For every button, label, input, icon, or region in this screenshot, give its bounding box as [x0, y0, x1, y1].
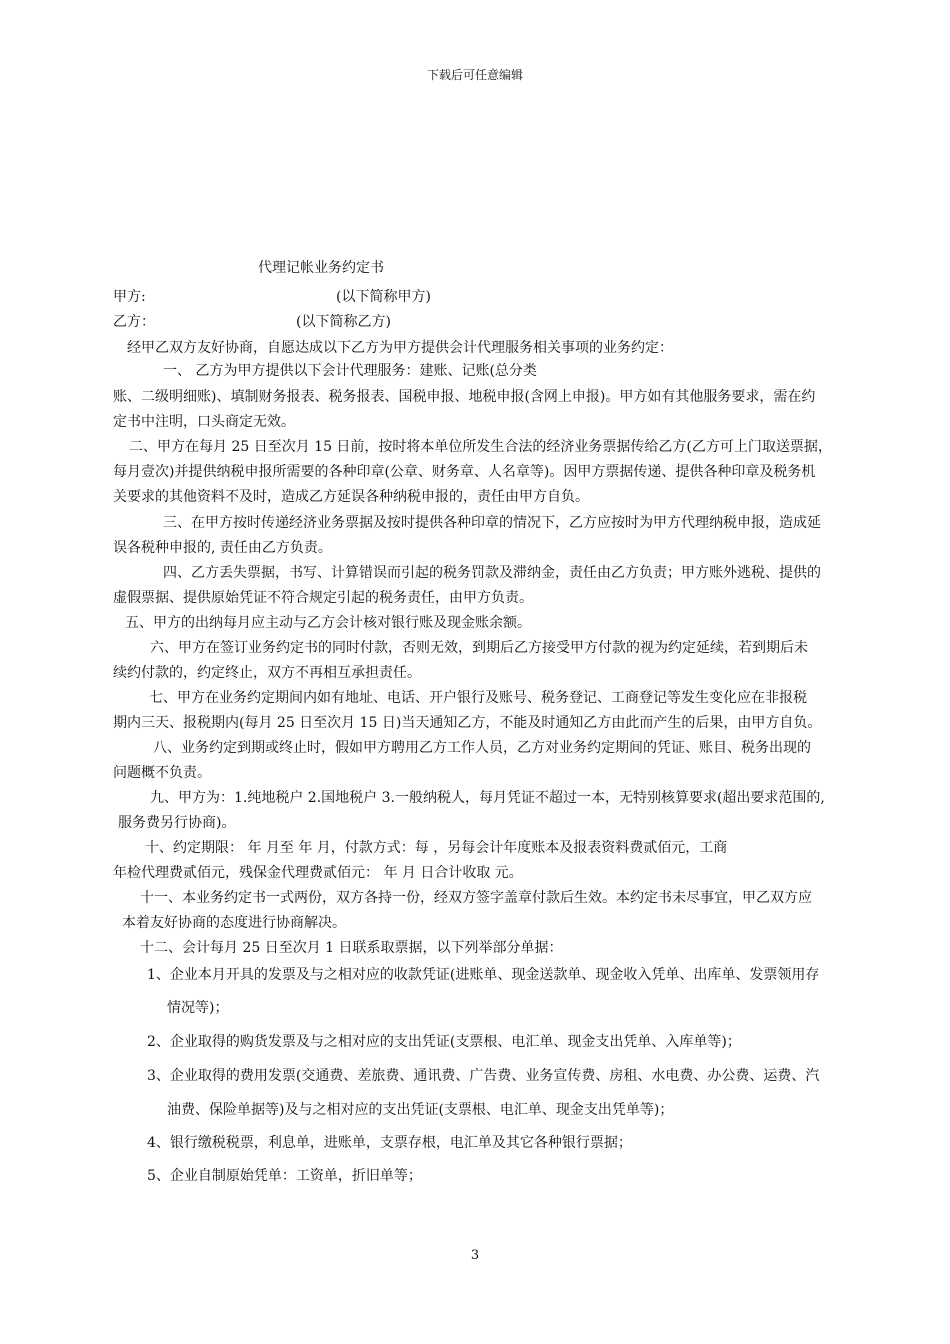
page-number: 3	[470, 1248, 480, 1263]
clause-4-line: 虚假票据、提供原始凭证不符合规定引起的税务责任，由甲方负责。	[113, 590, 533, 606]
list-item: 4、银行缴税税票，利息单，进账单，支票存根，电汇单及其它各种银行票据；	[147, 1135, 632, 1151]
clause-8-line: 八、业务约定到期或终止时，假如甲方聘用乙方工作人员，乙方对业务约定期间的凭证、账目、税务出现的	[153, 740, 811, 756]
clause-7-line: 期内三天、报税期内(每月 25 日至次月 15 日)当天通知乙方，不能及时通知乙方由此而产生的后果，由甲方自负。	[113, 715, 822, 731]
clause-2-line: 每月壹次)并提供纳税申报所需要的各种印章(公章、财务章、人名章等)。因甲方票据传递、提供各种印章及税务机	[113, 464, 816, 480]
clause-3-line: 三、在甲方按时传递经济业务票据及按时提供各种印章的情况下，乙方应按时为甲方代理纳税申报，造成延	[163, 515, 821, 531]
clause-1-line: 账、二级明细账)、填制财务报表、税务报表、国税申报、地税申报(含网上申报)。甲方如有其他服务要求，需在约	[113, 389, 816, 405]
clause-11-line: 本着友好协商的态度进行协商解决。	[122, 915, 346, 931]
clause-10-line: 年检代理费贰佰元，残保金代理费贰佰元： 年 月 日合计收取 元。	[113, 865, 523, 881]
clause-6-line: 续约付款的，约定终止，双方不再相互承担责任。	[113, 665, 421, 681]
clause-1-line: 一、 乙方为甲方提供以下会计代理服务：建账、记账(总分类	[163, 363, 537, 379]
clause-3-line: 误各税种申报的, 责任由乙方负责。	[113, 540, 332, 556]
list-item: 5、企业自制原始凭单：工资单，折旧单等；	[147, 1168, 422, 1184]
intro-paragraph: 经甲乙双方友好协商，自愿达成以下乙方为甲方提供会计代理服务相关事项的业务约定：	[127, 340, 673, 356]
clause-6-line: 六、甲方在签订业务约定书的同时付款，否则无效，到期后乙方接受甲方付款的视为约定延续，若到期后未	[150, 640, 808, 656]
party-b-label: 乙方：	[113, 314, 155, 330]
page-header: 下载后可任意编辑	[426, 68, 523, 82]
clause-10-line: 十、约定期限： 年 月至 年 月，付款方式：每 ，另每会计年度账本及报表资料费贰佰元，工商	[145, 840, 728, 856]
clause-2-line: 关要求的其他资料不及时，造成乙方延误各种纳税申报的，责任由甲方自负。	[113, 489, 589, 505]
clause-8-line: 问题概不负责。	[113, 765, 211, 781]
clause-7-line: 七、甲方在业务约定期间内如有地址、电话、开户银行及账号、税务登记、工商登记等发生变化应在非报税	[149, 690, 807, 706]
clause-9-line: 九、甲方为：1.纯地税户 2.国地税户 3.一般纳税人，每月凭证不超过一本，无特别核算要求(超出要求范围的,	[150, 790, 825, 806]
clause-12-line: 十二、会计每月 25 日至次月 1 日联系取票据，以下列举部分单据：	[140, 940, 563, 956]
list-item: 1、企业本月开具的发票及与之相对应的收款凭证(进账单、现金送款单、现金收入凭单、出库单、发票领用存	[147, 967, 820, 983]
document-title: 代理记帐业务约定书	[258, 260, 384, 276]
party-b-note: (以下简称乙方)	[296, 314, 391, 330]
list-item: 2、企业取得的购货发票及与之相对应的支出凭证(支票根、电汇单、现金支出凭单、入库单等)；	[147, 1034, 741, 1050]
list-item: 情况等)；	[167, 1000, 229, 1016]
party-a-note: (以下简称甲方)	[336, 289, 431, 305]
clause-2-line: 二、甲方在每月 25 日至次月 15 日前，按时将本单位所发生合法的经济业务票据传给乙方(乙方可上门取送票据，	[129, 439, 832, 455]
clause-5-line: 五、甲方的出纳每月应主动与乙方会计核对银行账及现金账余额。	[125, 615, 531, 631]
clause-9-line: 服务费另行协商)。	[118, 815, 236, 831]
list-item: 3、企业取得的费用发票(交通费、差旅费、通讯费、广告费、业务宣传费、房租、水电费、办公费、运费、汽	[147, 1068, 820, 1084]
clause-1-line: 定书中注明，口头商定无效。	[113, 414, 295, 430]
clause-11-line: 十一、本业务约定书一式两份，双方各持一份，经双方签字盖章付款后生效。本约定书未尽事宜，甲乙双方应	[140, 890, 812, 906]
list-item: 油费、保险单据等)及与之相对应的支出凭证(支票根、电汇单、现金支出凭单等)；	[167, 1102, 674, 1118]
clause-4-line: 四、乙方丢失票据，书写、计算错误而引起的税务罚款及滞纳金，责任由乙方负责；甲方账外逃税、提供的	[163, 565, 821, 581]
party-a-label: 甲方:	[113, 289, 146, 305]
